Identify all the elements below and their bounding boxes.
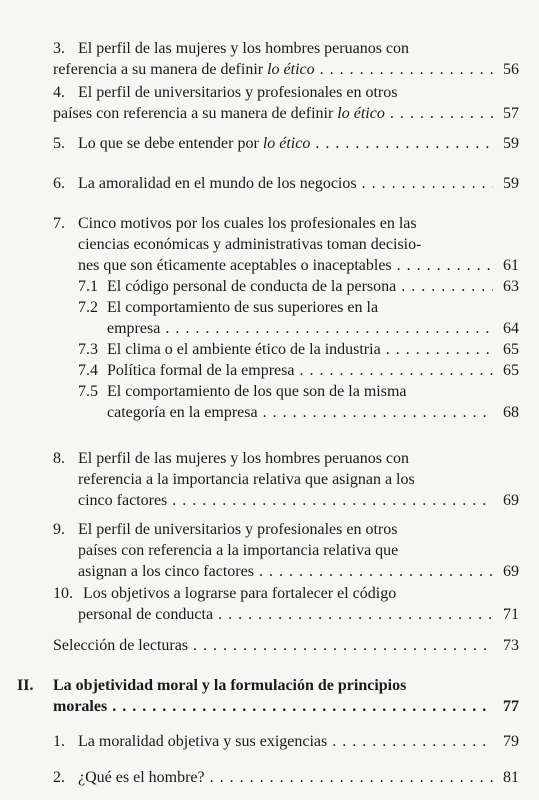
toc-page-number: 65 xyxy=(503,341,519,358)
toc-page-number: 73 xyxy=(503,637,519,654)
toc-entry-number: 4. xyxy=(53,84,65,101)
toc-entry-title-line: nes que son éticamente aceptables o inaceptables . . . xyxy=(78,255,493,276)
toc-page-number: 64 xyxy=(503,320,519,337)
toc-entry-title-line: El perfil de universitarios y profesionales en otros xyxy=(78,84,398,101)
toc-entry-title-line: cinco factores . . . xyxy=(78,490,493,511)
toc-entry-title-line: personal de conducta . . . xyxy=(78,604,493,625)
toc-entry-title-line: ¿Qué es el hombre? . . . xyxy=(78,767,493,788)
toc-page-number: 79 xyxy=(503,733,519,750)
toc-entry-title-line: referencia a la importancia relativa que asignan a los xyxy=(78,471,415,488)
toc-chapter-title-line: La objetividad moral y la formulación de principios xyxy=(53,677,407,694)
toc-entry-number: 2. xyxy=(53,769,65,786)
toc-page-number: 61 xyxy=(503,257,519,274)
toc-entry-title-line: Selección de lecturas . . . xyxy=(53,635,493,656)
toc-entry-number: 7.2 xyxy=(78,299,98,316)
toc-entry-7-3 xyxy=(0,339,539,360)
toc-entry-title-line: El código personal de conducta de la persona . . . xyxy=(107,276,493,297)
toc-entry-ii-1 xyxy=(0,731,539,752)
toc-page-number: 69 xyxy=(503,492,519,509)
toc-entry-3 xyxy=(0,38,539,80)
toc-entry-7-1 xyxy=(0,276,539,297)
toc-entry-title-line: Los objetivos a lograrse para fortalecer el código xyxy=(83,585,397,602)
toc-entry-title-line: El perfil de las mujeres y los hombres peruanos con xyxy=(78,450,410,467)
toc-entry-7 xyxy=(0,213,539,276)
toc-entry-7-4 xyxy=(0,360,539,381)
toc-entry-title-line: El perfil de las mujeres y los hombres peruanos con xyxy=(78,40,410,57)
toc-entry-title-line: Política formal de la empresa . . . xyxy=(107,360,493,381)
toc-page-number: 71 xyxy=(503,606,519,623)
toc-entry-title-line: El perfil de universitarios y profesionales en otros xyxy=(78,521,398,538)
toc-entry-9 xyxy=(0,519,539,582)
toc-page-number: 63 xyxy=(503,278,519,295)
toc-chapter-number: II. xyxy=(17,677,34,694)
toc-entry-4 xyxy=(0,82,539,124)
toc-chapter-title-line: morales . . . xyxy=(53,696,493,717)
toc-page-number: 59 xyxy=(503,135,519,152)
toc-entry-8 xyxy=(0,448,539,511)
toc-entry-title-line: países con referencia a su manera de definir lo ético . . . xyxy=(53,103,493,124)
toc-entry-title-line: referencia a su manera de definir lo ético . . . xyxy=(53,59,493,80)
toc-chapter-ii xyxy=(0,675,539,717)
toc-entry-ii-2 xyxy=(0,767,539,788)
toc-entry-title-line: empresa . . . xyxy=(107,318,493,339)
toc-entry-7-2 xyxy=(0,297,539,339)
toc-entry-number: 7.4 xyxy=(78,362,98,379)
toc-entry-title-line: categoría en la empresa . . . xyxy=(107,402,493,423)
toc-entry-title-line: ciencias económicas y administrativas toman decisio- xyxy=(78,236,422,253)
toc-page-number: 56 xyxy=(503,61,519,78)
toc-entry-10 xyxy=(0,583,539,625)
toc-entry-5 xyxy=(0,133,539,154)
toc-entry-number: 7.3 xyxy=(78,341,98,358)
toc-page-number: 57 xyxy=(503,105,519,122)
toc-page-number: 81 xyxy=(503,769,519,786)
toc-entry-title-line: Lo que se debe entender por lo ético . . . xyxy=(78,133,493,154)
toc-entry-title-line: El comportamiento de sus superiores en la xyxy=(107,299,379,316)
toc-entry-number: 7. xyxy=(53,215,65,232)
toc-entry-number: 9. xyxy=(53,521,65,538)
toc-page-number: 59 xyxy=(503,175,519,192)
toc-page-number: 77 xyxy=(503,698,519,715)
toc-entry-number: 3. xyxy=(53,40,65,57)
toc-entry-title-line: El comportamiento de los que son de la misma xyxy=(107,383,407,400)
toc-entry-number: 5. xyxy=(53,135,65,152)
toc-entry-title-line: países con referencia a la importancia relativa que xyxy=(78,542,399,559)
toc-entry-number: 7.1 xyxy=(78,278,98,295)
toc-page-number: 68 xyxy=(503,404,519,421)
toc-entry-number: 10. xyxy=(53,585,73,602)
toc-page-number: 69 xyxy=(503,563,519,580)
toc-entry-7-5 xyxy=(0,381,539,423)
toc-entry-readings xyxy=(0,635,539,656)
toc-entry-title-line: asignan a los cinco factores . . . xyxy=(78,561,493,582)
toc-entry-number: 6. xyxy=(53,175,65,192)
toc-entry-title-line: La moralidad objetiva y sus exigencias . . . xyxy=(78,731,493,752)
toc-entry-number: 8. xyxy=(53,450,65,467)
toc-entry-number: 1. xyxy=(53,733,65,750)
toc-entry-6 xyxy=(0,173,539,194)
toc-page-number: 65 xyxy=(503,362,519,379)
toc-entry-number: 7.5 xyxy=(78,383,98,400)
toc-entry-title-line: El clima o el ambiente ético de la industria . . . xyxy=(107,339,493,360)
toc-entry-title-line: La amoralidad en el mundo de los negocios . . . xyxy=(78,173,493,194)
toc-entry-title-line: Cinco motivos por los cuales los profesionales en las xyxy=(78,215,417,232)
